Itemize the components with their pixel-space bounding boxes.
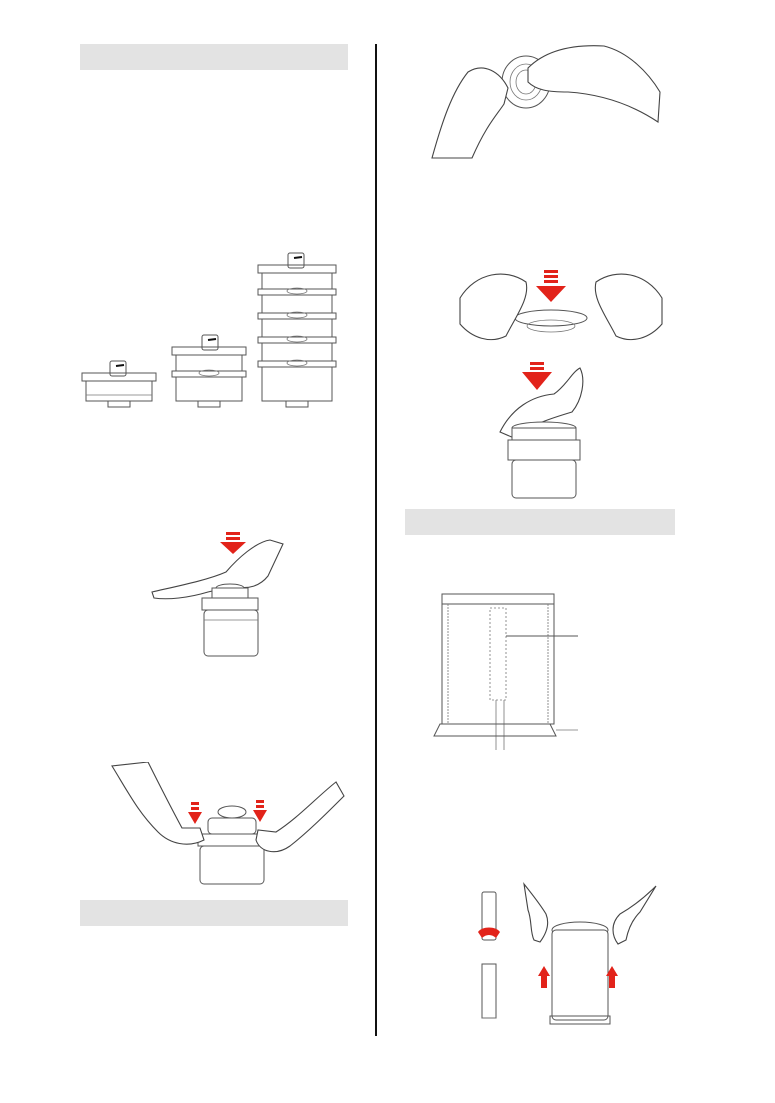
press-cap-onto-filter-illustration [148, 528, 293, 660]
section-header-bar-right [405, 509, 675, 535]
lift-cartridge-illustration [470, 880, 660, 1030]
press-seal-onto-filter-illustration [492, 358, 602, 500]
push-collar-down-illustration [456, 264, 666, 354]
stacked-filter-modules-illustration [78, 245, 343, 415]
filter-cross-section-diagram [430, 590, 590, 752]
press-seal-ring-illustration [428, 42, 663, 160]
section-header-bar-left-top [80, 44, 348, 70]
column-divider [375, 44, 377, 1036]
twist-cap-hands-illustration [108, 762, 348, 887]
section-header-bar-left-bottom [80, 900, 348, 926]
